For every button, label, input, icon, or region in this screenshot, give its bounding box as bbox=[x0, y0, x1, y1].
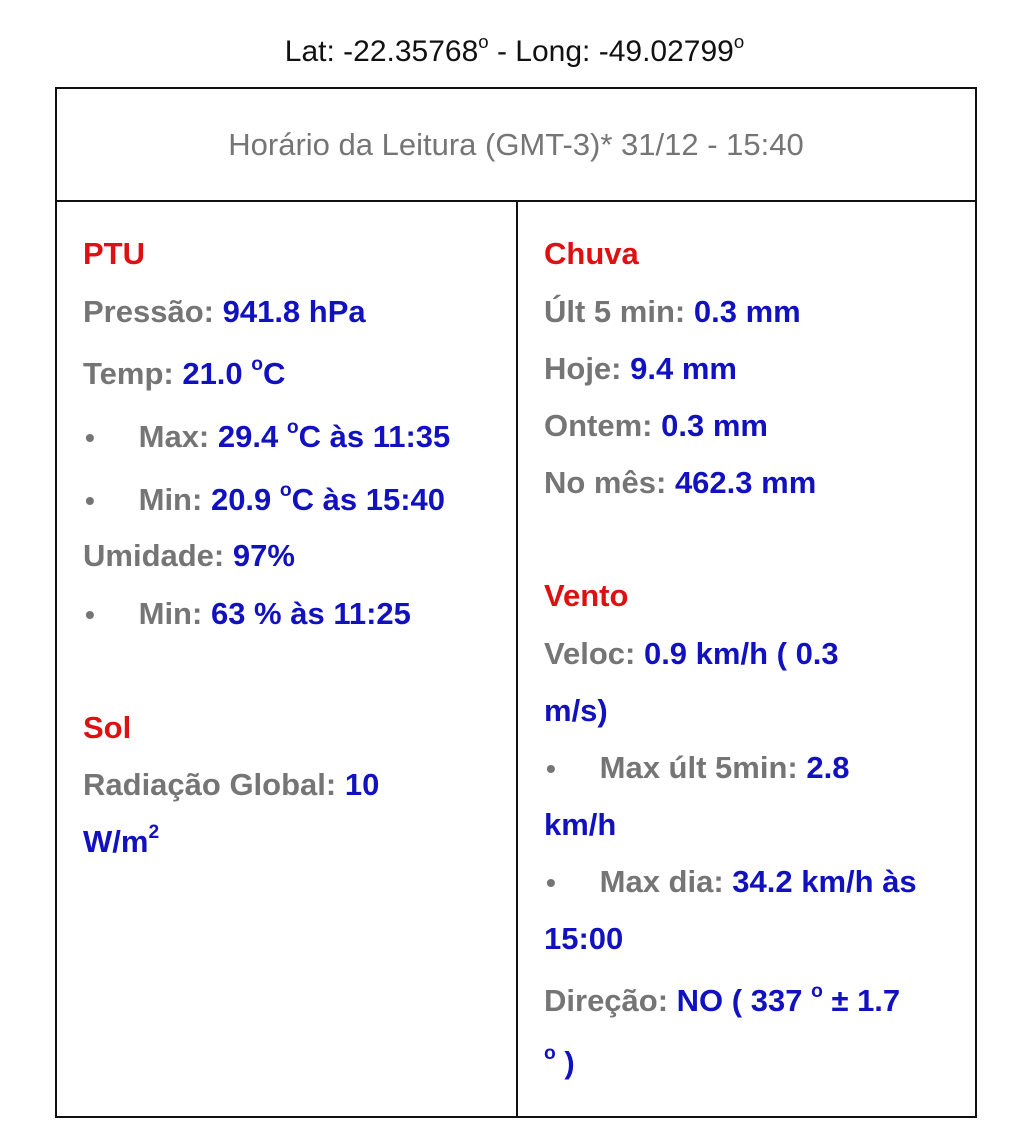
wind-max5-value-cont: km/h bbox=[544, 807, 617, 842]
weather-card bbox=[55, 87, 977, 1118]
wind-direction-value-cont: $^o$ ) bbox=[544, 1043, 575, 1080]
column-divider bbox=[516, 200, 518, 1116]
bullet-icon: • bbox=[85, 485, 95, 516]
wind-maxday-row bbox=[544, 864, 917, 900]
wind-maxday-value: 34.2 km/h às bbox=[732, 864, 917, 899]
bullet-icon: • bbox=[85, 599, 95, 630]
wind-max5-row bbox=[544, 750, 849, 786]
humidity-row bbox=[83, 538, 295, 574]
pressure-row bbox=[83, 294, 366, 330]
humidity-value: 97% bbox=[232, 538, 295, 573]
pressure-label: Pressão: bbox=[83, 294, 214, 329]
wind-speed-label: Veloc: bbox=[544, 636, 636, 671]
bullet-icon: • bbox=[85, 422, 95, 453]
rain-today-value: 9.4 mm bbox=[630, 351, 737, 386]
temperature-min-value: 20.9 $^o$C às 15:40 bbox=[210, 480, 446, 517]
rain-last5-value: 0.3 mm bbox=[693, 294, 801, 329]
temperature-row bbox=[83, 356, 285, 392]
temperature-min-row bbox=[83, 482, 445, 518]
latitude-value: -22.35768 bbox=[343, 35, 479, 68]
longitude-label: - Long: bbox=[496, 35, 591, 68]
latitude-label: Lat: bbox=[284, 35, 335, 68]
rain-today-label: Hoje: bbox=[544, 351, 622, 386]
degree-symbol: o bbox=[478, 30, 489, 52]
temperature-label: Temp: bbox=[83, 356, 174, 391]
vento-section-title: Vento bbox=[544, 578, 629, 613]
wind-direction-row bbox=[544, 983, 900, 1019]
reading-time-header: Horário da Leitura (GMT-3)* 31/12 - 15:40 bbox=[57, 89, 975, 202]
pressure-value: 941.8 hPa bbox=[222, 294, 366, 329]
rain-last5-label: Últ 5 min: bbox=[544, 294, 686, 329]
rain-last5-row bbox=[544, 294, 801, 330]
wind-speed-value-cont: m/s) bbox=[544, 693, 608, 728]
ptu-section-title: PTU bbox=[83, 236, 145, 271]
wind-max5-row-cont bbox=[544, 807, 616, 843]
wind-max5-value: 2.8 bbox=[806, 750, 850, 785]
rain-yesterday-value: 0.3 mm bbox=[661, 408, 768, 443]
radiation-label: Radiação Global: bbox=[83, 767, 337, 802]
radiation-unit-row bbox=[83, 824, 159, 860]
rain-yesterday-label: Ontem: bbox=[544, 408, 653, 443]
rain-month-value: 462.3 mm bbox=[674, 465, 817, 500]
degree-symbol: o bbox=[733, 30, 745, 52]
rain-yesterday-row bbox=[544, 408, 768, 444]
radiation-row bbox=[83, 767, 379, 803]
wind-speed-value: 0.9 km/h ( 0.3 bbox=[643, 636, 839, 671]
chuva-section-title: Chuva bbox=[544, 236, 639, 271]
bullet-icon: • bbox=[546, 867, 556, 898]
wind-speed-row-cont bbox=[544, 693, 608, 729]
wind-direction-label: Direção: bbox=[544, 983, 669, 1018]
wind-speed-row bbox=[544, 636, 839, 672]
radiation-value: 10 bbox=[344, 767, 380, 802]
radiation-unit: $W/m^2$ bbox=[83, 822, 160, 859]
sol-section-title: Sol bbox=[83, 710, 132, 745]
wind-direction-row-cont bbox=[544, 1045, 575, 1081]
temperature-min-label: Min: bbox=[138, 482, 203, 517]
wind-maxday-value-cont: 15:00 bbox=[544, 921, 624, 956]
temperature-max-label: Max: bbox=[138, 419, 210, 454]
rain-month-row bbox=[544, 465, 816, 501]
wind-max5-label: Max últ 5min: bbox=[599, 750, 798, 785]
wind-direction-value: NO ( 337 $^o$ ± 1.7 bbox=[676, 981, 901, 1018]
rain-month-label: No mês: bbox=[544, 465, 667, 500]
bullet-icon: • bbox=[546, 753, 556, 784]
temperature-max-row bbox=[83, 419, 450, 455]
longitude-value: -49.02799 bbox=[598, 35, 734, 68]
temperature-value: 21.0 $^o$C bbox=[182, 354, 286, 391]
humidity-min-row bbox=[83, 596, 411, 632]
temperature-max-value: 29.4 $^o$C às 11:35 bbox=[217, 417, 451, 454]
wind-maxday-label: Max dia: bbox=[599, 864, 724, 899]
humidity-min-value: 63 % às 11:25 bbox=[210, 596, 411, 631]
rain-today-row bbox=[544, 351, 737, 387]
humidity-label: Umidade: bbox=[83, 538, 225, 573]
humidity-min-label: Min: bbox=[138, 596, 203, 631]
station-coordinates bbox=[0, 28, 1029, 76]
wind-maxday-row-cont bbox=[544, 921, 623, 957]
